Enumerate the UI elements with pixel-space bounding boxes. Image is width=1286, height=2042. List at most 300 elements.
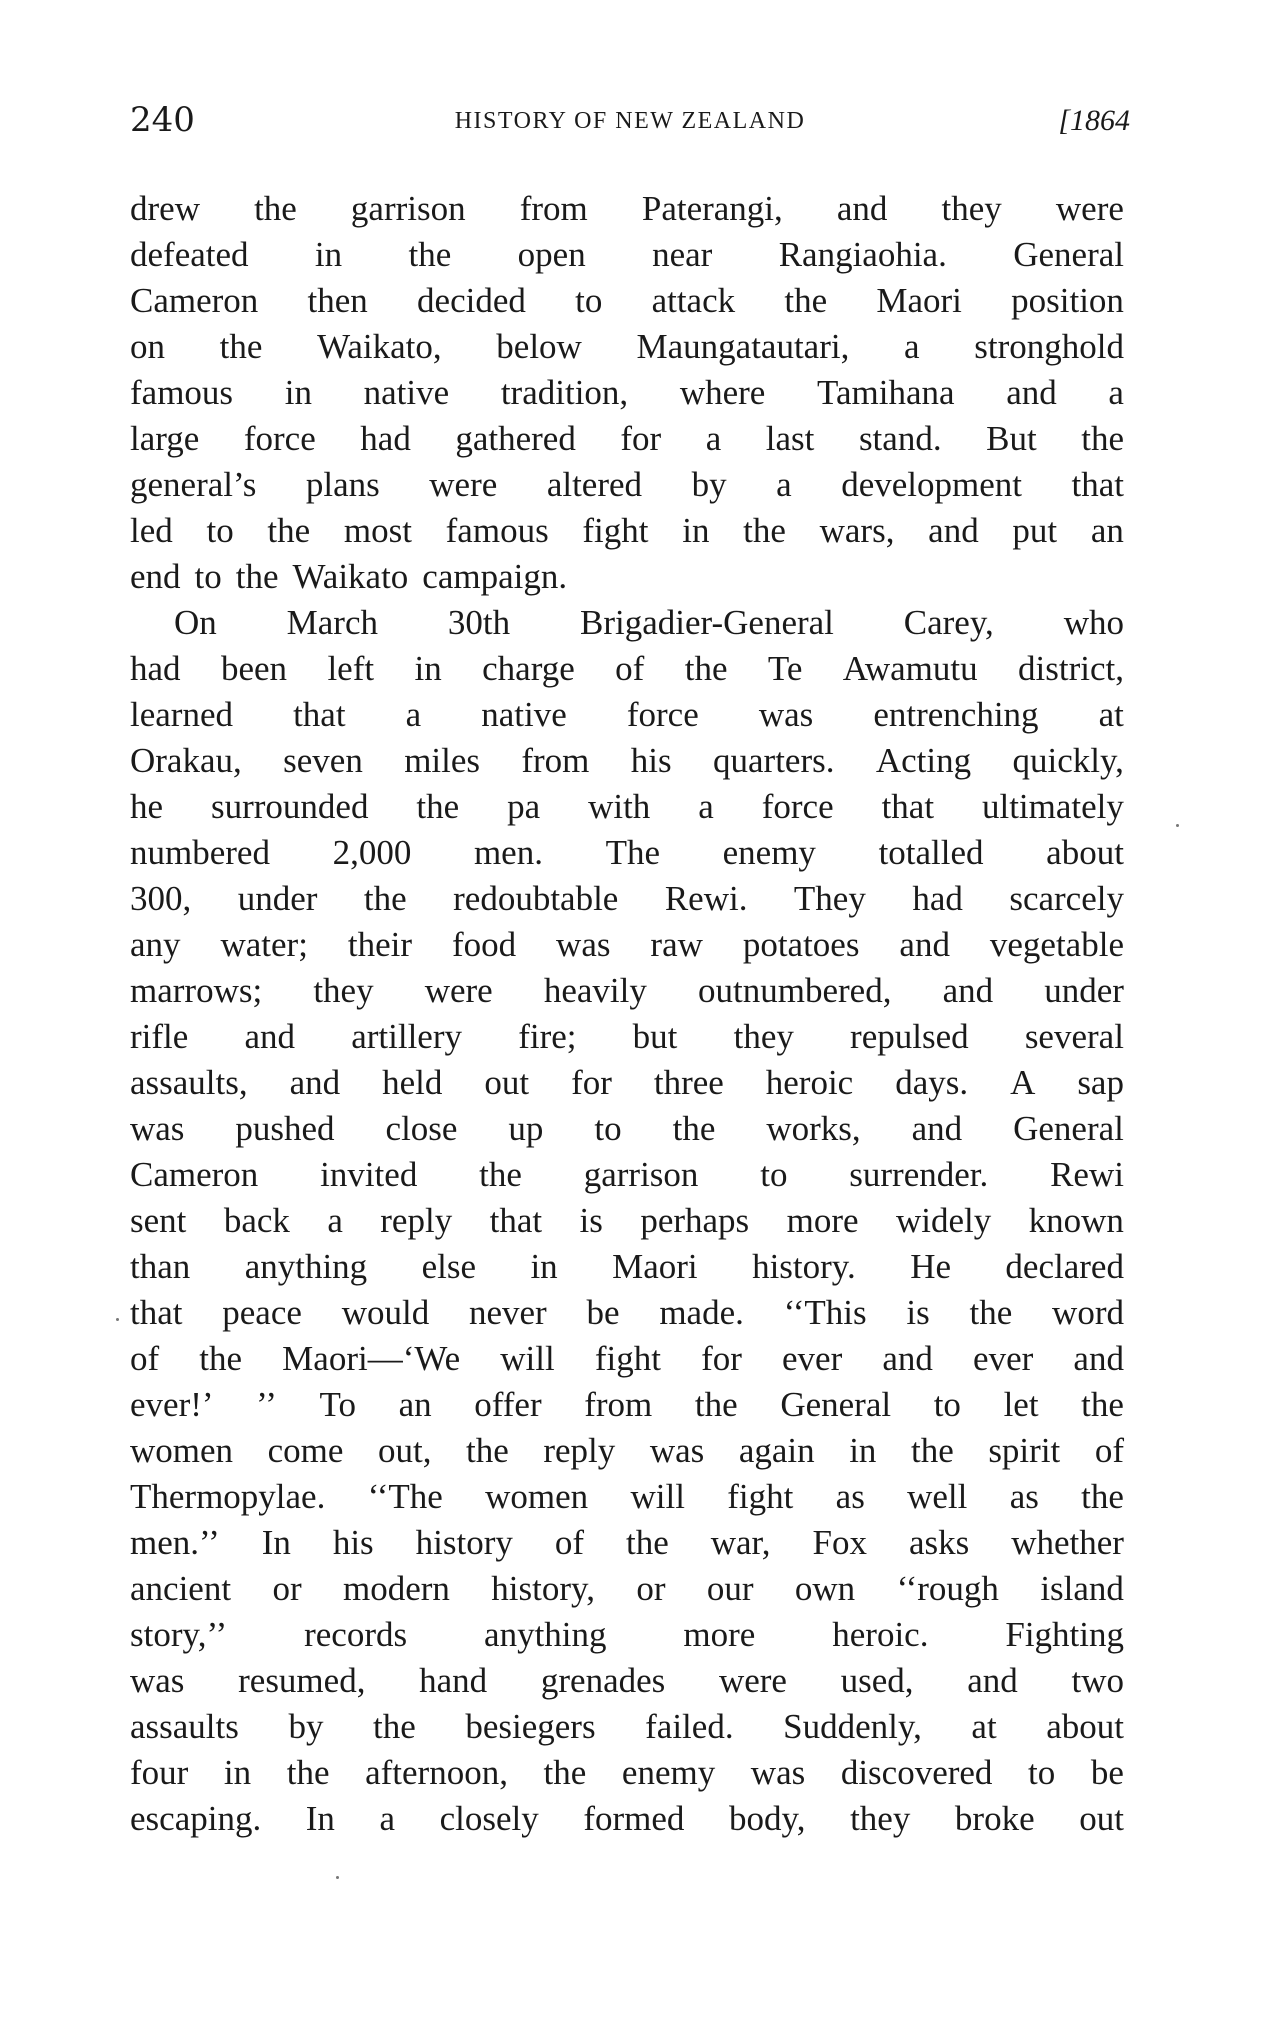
word: in xyxy=(682,511,710,550)
word: the xyxy=(1081,1477,1124,1516)
page-header xyxy=(130,100,1130,150)
word: fight xyxy=(727,1477,794,1516)
running-title: HISTORY OF NEW ZEALAND xyxy=(454,108,806,134)
word: peace xyxy=(222,1293,302,1332)
word: been xyxy=(220,649,288,688)
word: about xyxy=(1046,1707,1124,1746)
word: works, xyxy=(766,1109,861,1148)
word: was xyxy=(649,1431,705,1470)
text-line xyxy=(130,232,1124,278)
word: word xyxy=(1052,1293,1124,1332)
text-line xyxy=(130,1704,1124,1750)
word: asks xyxy=(908,1523,970,1562)
word: again xyxy=(738,1431,815,1470)
word: the xyxy=(235,557,279,596)
word: that xyxy=(293,695,346,734)
word: whether xyxy=(1011,1523,1124,1562)
word: our xyxy=(706,1569,754,1608)
word: a xyxy=(776,465,792,504)
text-line xyxy=(130,554,1124,600)
word: Rewi. xyxy=(664,879,748,918)
text-line xyxy=(130,1566,1124,1612)
word: about xyxy=(1046,833,1124,872)
word: enemy xyxy=(621,1753,716,1792)
word: Te xyxy=(767,649,803,688)
word: enemy xyxy=(722,833,816,872)
word: sent xyxy=(130,1201,187,1240)
word: they xyxy=(941,189,1002,228)
word: stronghold xyxy=(974,327,1124,366)
word: that xyxy=(489,1201,543,1240)
word: ‘‘This xyxy=(783,1293,867,1332)
word: spirit xyxy=(988,1431,1061,1470)
word: from xyxy=(584,1385,653,1424)
word: more xyxy=(786,1201,859,1240)
text-line xyxy=(130,462,1124,508)
word: water; xyxy=(220,925,308,964)
word: to xyxy=(933,1385,961,1424)
word: under xyxy=(237,879,318,918)
word: Waikato, xyxy=(317,327,442,366)
word: out xyxy=(484,1063,530,1102)
word: heroic xyxy=(765,1063,854,1102)
word: else xyxy=(421,1247,477,1286)
word: at xyxy=(1098,695,1124,734)
word: history xyxy=(415,1523,513,1562)
word: or xyxy=(636,1569,666,1608)
word: gathered xyxy=(455,419,576,458)
word: entrenching xyxy=(873,695,1039,734)
word: heavily xyxy=(543,971,647,1010)
word: the xyxy=(286,1753,330,1792)
text-line xyxy=(130,1014,1124,1060)
text-line xyxy=(130,1382,1124,1428)
word: Paterangi, xyxy=(641,189,783,228)
word: Maori xyxy=(612,1247,698,1286)
word: in xyxy=(284,373,312,412)
text-line xyxy=(130,784,1124,830)
word: ever xyxy=(973,1339,1034,1378)
word: the xyxy=(1081,419,1124,458)
word: altered xyxy=(546,465,643,504)
word: famous xyxy=(445,511,549,550)
header-year: [1864 xyxy=(1058,104,1130,137)
word: who xyxy=(1063,603,1124,642)
word: Cameron xyxy=(130,1155,259,1194)
word: marrows; xyxy=(130,971,263,1010)
word: the xyxy=(694,1385,738,1424)
text-line xyxy=(130,324,1124,370)
word: heroic. xyxy=(832,1615,929,1654)
word: was xyxy=(130,1109,185,1148)
text-line xyxy=(130,968,1124,1014)
word: island xyxy=(1040,1569,1124,1608)
word: near xyxy=(652,235,713,274)
word: position xyxy=(1011,281,1124,320)
text-line xyxy=(130,1290,1124,1336)
word: scarcely xyxy=(1009,879,1124,918)
word: below xyxy=(496,327,582,366)
word: the xyxy=(254,189,297,228)
word: four xyxy=(130,1753,189,1792)
word: tradition, xyxy=(500,373,629,412)
word: anything xyxy=(244,1247,368,1286)
text-line xyxy=(130,646,1124,692)
word: more xyxy=(683,1615,756,1654)
text-line xyxy=(130,1244,1124,1290)
word: of xyxy=(615,649,645,688)
word: under xyxy=(1044,971,1124,1010)
word: were xyxy=(424,971,493,1010)
word: the xyxy=(672,1109,716,1148)
word: several xyxy=(1024,1017,1124,1056)
word: to xyxy=(760,1155,788,1194)
word: close xyxy=(385,1109,458,1148)
word: quarters. xyxy=(713,741,835,780)
word: besiegers xyxy=(465,1707,596,1746)
word: open xyxy=(517,235,586,274)
word: led xyxy=(130,511,173,550)
word: assaults xyxy=(130,1707,239,1746)
word: fight xyxy=(594,1339,661,1378)
word: fire; xyxy=(518,1017,577,1056)
word: had xyxy=(130,649,181,688)
word: perhaps xyxy=(640,1201,750,1240)
text-line xyxy=(130,1198,1124,1244)
word: come xyxy=(267,1431,344,1470)
word: records xyxy=(304,1615,408,1654)
word: grenades xyxy=(540,1661,666,1700)
word: as xyxy=(835,1477,865,1516)
text-line xyxy=(130,922,1124,968)
word: as xyxy=(1009,1477,1039,1516)
word: Fox xyxy=(812,1523,867,1562)
word: was xyxy=(556,925,611,964)
word: the xyxy=(267,511,311,550)
word: surrounded xyxy=(210,787,369,826)
word: Suddenly, xyxy=(783,1707,922,1746)
word: But xyxy=(986,419,1037,458)
word: is xyxy=(579,1201,603,1240)
word: to xyxy=(1028,1753,1056,1792)
word: but xyxy=(632,1017,678,1056)
text-line xyxy=(130,692,1124,738)
word: afternoon, xyxy=(365,1753,508,1792)
word: for xyxy=(571,1063,612,1102)
word: redoubtable xyxy=(453,879,619,918)
word: closely xyxy=(439,1799,539,1838)
word: be xyxy=(586,1293,620,1332)
word: at xyxy=(971,1707,997,1746)
word: made. xyxy=(659,1293,744,1332)
word: never xyxy=(468,1293,547,1332)
word: assaults, xyxy=(130,1063,248,1102)
word: is xyxy=(906,1293,930,1332)
word: of xyxy=(1094,1431,1124,1470)
word: the xyxy=(219,327,263,366)
word: 30th xyxy=(447,603,511,642)
word: quickly, xyxy=(1012,741,1124,780)
word: story,’’ xyxy=(130,1615,228,1654)
word: ‘‘The xyxy=(367,1477,443,1516)
word: and xyxy=(967,1661,1018,1700)
word: be xyxy=(1090,1753,1124,1792)
word: men. xyxy=(473,833,543,872)
word: the xyxy=(684,649,728,688)
word: failed. xyxy=(645,1707,734,1746)
word: most xyxy=(343,511,412,550)
word: that xyxy=(130,1293,183,1332)
word: of xyxy=(554,1523,585,1562)
word: and xyxy=(1073,1339,1124,1378)
word: three xyxy=(653,1063,724,1102)
word: and xyxy=(942,971,994,1010)
word: history. xyxy=(752,1247,856,1286)
word: to xyxy=(575,281,603,320)
word: fight xyxy=(582,511,649,550)
word: totalled xyxy=(878,833,984,872)
word: and xyxy=(899,925,950,964)
word: of xyxy=(130,1339,160,1378)
word: would xyxy=(341,1293,430,1332)
text-line xyxy=(130,508,1124,554)
word: reply xyxy=(543,1431,616,1470)
word: the xyxy=(408,235,452,274)
word: drew xyxy=(130,189,200,228)
word: the xyxy=(416,787,460,826)
word: their xyxy=(347,925,413,964)
word: ’’ xyxy=(256,1385,277,1424)
paper-speck xyxy=(116,1318,119,1321)
word: up xyxy=(508,1109,544,1148)
word: surrender. xyxy=(849,1155,989,1194)
text-line xyxy=(130,830,1124,876)
word: in xyxy=(849,1431,877,1470)
word: war, xyxy=(710,1523,771,1562)
word: anything xyxy=(484,1615,607,1654)
word: Awamutu xyxy=(842,649,978,688)
word: repulsed xyxy=(850,1017,969,1056)
word: and xyxy=(244,1017,296,1056)
word: widely xyxy=(895,1201,992,1240)
word: General xyxy=(1013,1109,1124,1148)
word: in xyxy=(530,1247,558,1286)
word: force xyxy=(243,419,316,458)
word: campaign. xyxy=(422,557,568,596)
word: in xyxy=(414,649,442,688)
paper-speck xyxy=(336,1876,339,1879)
word: a xyxy=(1108,373,1124,412)
word: the xyxy=(373,1707,416,1746)
word: Rewi xyxy=(1050,1155,1124,1194)
word: end xyxy=(130,557,181,596)
word: garrison xyxy=(350,189,466,228)
word: Cameron xyxy=(130,281,259,320)
text-line xyxy=(130,1520,1124,1566)
word: March xyxy=(286,603,379,642)
word: offer xyxy=(474,1385,542,1424)
word: body, xyxy=(729,1799,806,1838)
word: rifle xyxy=(130,1017,189,1056)
word: where xyxy=(679,373,766,412)
word: any xyxy=(130,925,181,964)
word: Rangiaohia. xyxy=(778,235,947,274)
text-line xyxy=(130,1428,1124,1474)
word: back xyxy=(223,1201,290,1240)
word: native xyxy=(363,373,450,412)
text-line xyxy=(130,1796,1124,1842)
word: a xyxy=(698,787,714,826)
word: invited xyxy=(320,1155,418,1194)
word: had xyxy=(912,879,963,918)
word: from xyxy=(519,189,588,228)
text-line xyxy=(130,1612,1124,1658)
word: had xyxy=(360,419,411,458)
word: two xyxy=(1071,1661,1124,1700)
paper-speck xyxy=(1176,824,1179,827)
word: in xyxy=(223,1753,252,1792)
word: well xyxy=(907,1477,968,1516)
word: the xyxy=(466,1431,509,1470)
word: Maori xyxy=(876,281,962,320)
word: He xyxy=(910,1247,951,1286)
word: the xyxy=(479,1155,522,1194)
word: was xyxy=(750,1753,806,1792)
word: ultimately xyxy=(981,787,1124,826)
word: General xyxy=(780,1385,892,1424)
word: modern xyxy=(342,1569,450,1608)
word: garrison xyxy=(583,1155,699,1194)
word: Acting xyxy=(875,741,972,780)
word: own xyxy=(794,1569,856,1608)
text-line xyxy=(130,278,1124,324)
word: and xyxy=(882,1339,933,1378)
word: sap xyxy=(1077,1063,1124,1102)
word: and xyxy=(1006,373,1057,412)
word: his xyxy=(630,741,672,780)
word: the xyxy=(625,1523,669,1562)
word: large xyxy=(130,419,200,458)
word: In xyxy=(261,1523,291,1562)
word: They xyxy=(793,879,866,918)
word: for xyxy=(620,419,662,458)
word: charge xyxy=(482,649,575,688)
word: to xyxy=(594,1109,622,1148)
word: men.’’ xyxy=(130,1523,220,1562)
word: the xyxy=(743,511,786,550)
word: they xyxy=(733,1017,794,1056)
word: to xyxy=(206,511,234,550)
word: left xyxy=(327,649,375,688)
text-line xyxy=(130,416,1124,462)
word: than xyxy=(130,1247,191,1286)
word: stand. xyxy=(858,419,942,458)
word: General xyxy=(1013,235,1124,274)
word: the xyxy=(363,879,407,918)
word: pa xyxy=(507,787,541,826)
word: escaping. xyxy=(130,1799,262,1838)
text-line xyxy=(130,1106,1124,1152)
word: general’s xyxy=(130,465,257,504)
word: out, xyxy=(377,1431,432,1470)
word: Fighting xyxy=(1005,1615,1124,1654)
word: Tamihana xyxy=(817,373,955,412)
word: discovered xyxy=(840,1753,993,1792)
word: force xyxy=(626,695,699,734)
word: district, xyxy=(1018,649,1124,688)
text-line xyxy=(130,1750,1124,1796)
word: 300, xyxy=(130,879,192,918)
word: A xyxy=(1010,1063,1036,1102)
text-line xyxy=(130,1336,1124,1382)
word: and xyxy=(928,511,979,550)
word: known xyxy=(1028,1201,1124,1240)
word: attack xyxy=(651,281,736,320)
word: famous xyxy=(130,373,234,412)
text-line xyxy=(130,1658,1124,1704)
word: last xyxy=(765,419,815,458)
word: native xyxy=(481,695,567,734)
word: Thermopylae. xyxy=(130,1477,326,1516)
word: his xyxy=(332,1523,374,1562)
word: numbered xyxy=(130,833,270,872)
word: that xyxy=(1071,465,1124,504)
text-line xyxy=(130,738,1124,784)
word: broke xyxy=(954,1799,1035,1838)
word: a xyxy=(327,1201,343,1240)
word: Waikato xyxy=(292,557,409,596)
word: by xyxy=(691,465,727,504)
word: formed xyxy=(583,1799,685,1838)
word: held xyxy=(382,1063,443,1102)
word: Carey, xyxy=(903,603,994,642)
word: out xyxy=(1079,1799,1124,1838)
word: for xyxy=(701,1339,742,1378)
word: was xyxy=(130,1661,185,1700)
word: reply xyxy=(380,1201,453,1240)
word: In xyxy=(305,1799,335,1838)
word: were xyxy=(1055,189,1124,228)
word: food xyxy=(451,925,517,964)
word: development xyxy=(841,465,1022,504)
word: or xyxy=(272,1569,302,1608)
text-line xyxy=(130,1474,1124,1520)
word: declared xyxy=(1005,1247,1124,1286)
word: let xyxy=(1003,1385,1039,1424)
word: the xyxy=(969,1293,1013,1332)
word: the xyxy=(910,1431,954,1470)
word: was xyxy=(758,695,814,734)
word: miles xyxy=(404,741,481,780)
word: ancient xyxy=(130,1569,232,1608)
text-line xyxy=(130,1060,1124,1106)
word: the xyxy=(1081,1385,1124,1424)
word: The xyxy=(605,833,661,872)
word: women xyxy=(130,1431,234,1470)
word: he xyxy=(130,787,164,826)
word: Orakau, xyxy=(130,741,242,780)
word: potatoes xyxy=(742,925,860,964)
word: defeated xyxy=(130,235,249,274)
word: put xyxy=(1012,511,1058,550)
word: artillery xyxy=(351,1017,462,1056)
word: and xyxy=(289,1063,341,1102)
word: seven xyxy=(283,741,363,780)
word: plans xyxy=(305,465,380,504)
word: were xyxy=(429,465,498,504)
word: the xyxy=(784,281,828,320)
word: wars, xyxy=(819,511,895,550)
